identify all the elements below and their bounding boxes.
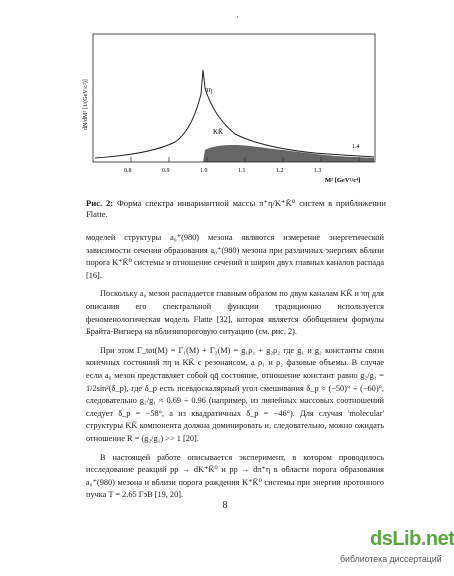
- paragraph: При этом Γ_tot(M) = Γ₁(M) + Γ₂(M) = g₁ρ₁ + g₂ρ₂ где g₁ и g₂ константы связи конечных состояний πη и KK̄ с резонансом, а ρ₁ и ρ₂ фазовые объемы. В случае если a₀ мезон представляет собой qq̄ состояние, отношение констант равно g₂/g₁ = 1/2sin²(δ_p), где δ_p есть псевдоскалярный угол смешивания δ_p ≈ (−50)° ÷ (−60)°, следовательно g₂/g₁ ≈ 0.69 ÷ 0.96 (например, из линейных массовых соотношений следует δ_p = −58°, а из квадратичных δ_p = −46°). Для случая 'molecular' структуры KK̄ компонента должна доминировать и, следовательно, можно ожидать отношение R = (g₂/g₁) >> 1 [20].: [86, 345, 384, 443]
- peak-label: πη: [205, 86, 213, 94]
- x-tick-label: 0.8: [124, 168, 132, 174]
- paragraph: моделей структуры a₀⁺(980) мезона являются измерение энергетической зависимости сечения образования a₀⁺(980) мезона при различных энергиях вблизи порога K⁺K̄⁰ системы и отношение сечений и ширин двух главных каналов распада [16].: [86, 233, 384, 280]
- x-tick-label: 1.4: [352, 144, 360, 150]
- paragraph: Поскольку a₀ мезон распадается главным образом по двум каналам KK̄ и πη для описания его спектральной функции традиционно используется феноменологическая модель Flatte [32], которая является обобщением формулы Брайта-Вигнера на вблизипороговую ситуацию (см. рис. 2).: [86, 289, 384, 337]
- logo-tld: net: [425, 528, 454, 550]
- kk-shaded-region: [203, 145, 374, 162]
- x-tick-label: 0.9: [162, 168, 170, 174]
- logo-dot: .: [420, 528, 426, 550]
- x-axis-label: M² [GeV²/c⁴]: [325, 177, 361, 184]
- x-tick-label: 1.2: [276, 168, 284, 174]
- watermark-subtitle: библиотека диссертаций: [340, 554, 442, 564]
- spectrum-plot: [75, 30, 385, 192]
- watermark: [340, 526, 454, 576]
- y-axis-label: dN/dM² [1/(GeV/c²)]: [83, 79, 89, 130]
- watermark-logo: [370, 528, 454, 551]
- top-mark: ·: [236, 12, 239, 22]
- paragraph: В настоящей работе описывается эксперимент, в котором проводилось исследование реакций pp → dK⁺K̄⁰ и pp → dπ⁺η в области порога образования a₀⁺(980) мезона и вблизи порога рождения K⁺K̄⁰ системы при энергии протонного пучка T = 2.65 ГэВ [19, 20].: [86, 452, 384, 500]
- x-tick-label: 1.1: [238, 168, 246, 174]
- x-tick-label: 1.0: [200, 168, 208, 174]
- body-text: [86, 232, 384, 502]
- figure-caption: [86, 198, 386, 220]
- caption-label: Рис. 2:: [86, 198, 114, 208]
- pi-eta-curve: [95, 70, 374, 158]
- caption-text: Форма спектра инвариантной массы π⁺η/K⁺K̄⁰ систем в приближении Flatte.: [86, 198, 386, 219]
- logo-main: dsLib: [370, 528, 421, 550]
- x-tick-label: 1.3: [314, 168, 322, 174]
- page-number: 8: [222, 500, 228, 511]
- plot-frame: [93, 34, 375, 162]
- spectrum-figure: [75, 30, 385, 192]
- kk-label: KK̄: [213, 128, 224, 136]
